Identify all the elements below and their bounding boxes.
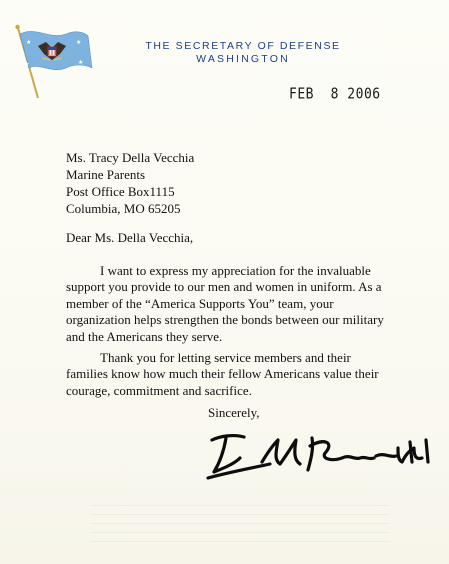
recipient-organization: Marine Parents	[66, 167, 146, 182]
recipient-address	[66, 149, 194, 217]
recipient-street: Post Office Box1115	[66, 184, 175, 199]
svg-text:★: ★	[26, 39, 32, 46]
letterhead-title: THE SECRETARY OF DEFENSE	[145, 40, 341, 52]
body-paragraph-2: Thank you for letting service members and their families know how much their fellow Americans value their courage, commitment and sacrifice.	[66, 350, 379, 398]
body-paragraph-1: I want to express my appreciation for the invaluable support you provide to our men and women in uniform. As a member of the “America Supports You” team, your organization helps strengthen the bonds between our military and the Americans they serve.	[66, 263, 384, 344]
closing: Sincerely,	[208, 405, 260, 420]
signature-image	[200, 428, 440, 488]
svg-text:★: ★	[76, 39, 82, 46]
bleed-through-text	[90, 505, 390, 549]
svg-text:★: ★	[78, 59, 84, 66]
date-stamp	[289, 86, 381, 103]
flag-icon	[8, 22, 98, 102]
salutation: Dear Ms. Della Vecchia,	[66, 230, 194, 245]
letterhead	[128, 40, 358, 66]
recipient-city: Columbia, MO 65205	[66, 201, 181, 216]
letterhead-subtitle: WASHINGTON	[196, 53, 290, 65]
date-text: FEB 8 2006	[289, 86, 381, 104]
svg-text:★: ★	[24, 61, 30, 68]
recipient-name: Ms. Tracy Della Vecchia	[66, 150, 195, 165]
